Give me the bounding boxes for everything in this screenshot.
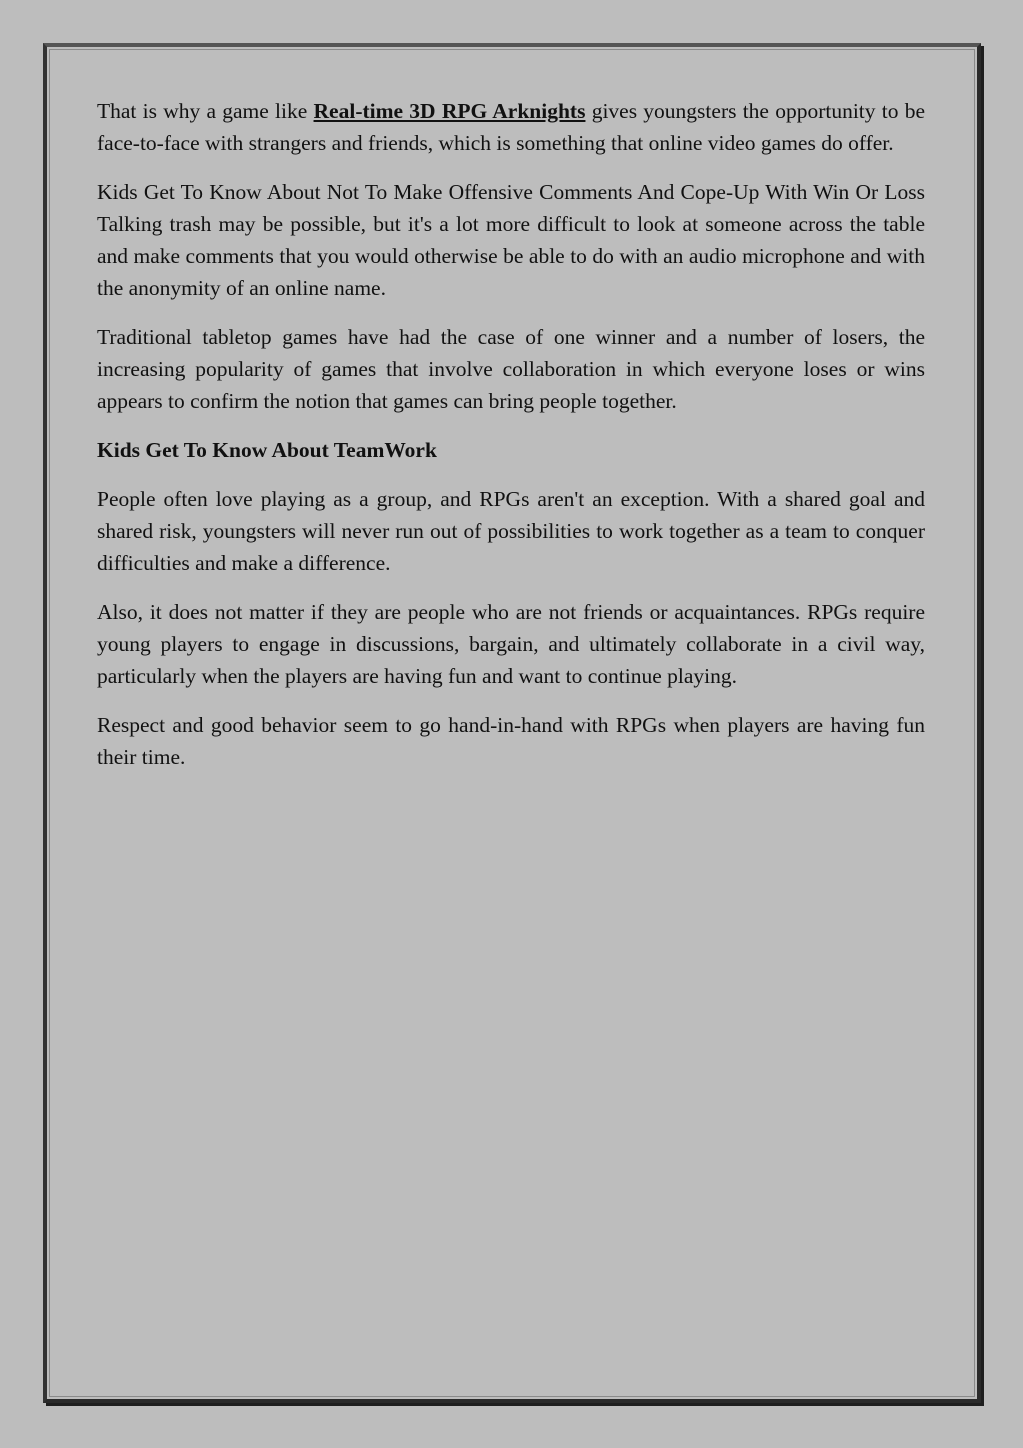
arknights-link[interactable]: Real-time 3D RPG Arknights	[313, 99, 586, 123]
paragraph-tabletop-games: Traditional tabletop games have had the case of one winner and a number of losers, the increasing popularity of games that involve collaboration in which everyone loses or wins appears to confirm the notion that games can bring people together.	[97, 325, 925, 413]
paragraph-intro-before: That is why a game like	[97, 99, 314, 123]
paragraph-group-play: People often love playing as a group, and RPGs aren't an exception. With a shared goal and shared risk, youngsters will never run out of possibilities to work together as a team to conquer difficulties and make a difference.	[97, 487, 925, 575]
heading-teamwork: Kids Get To Know About TeamWork	[97, 438, 437, 462]
document-body	[97, 95, 925, 790]
paragraph-respect: Respect and good behavior seem to go hand-in-hand with RPGs when players are having fun their time.	[97, 713, 925, 769]
paragraph-intro	[97, 95, 925, 159]
paragraph-civil-collaboration: Also, it does not matter if they are people who are not friends or acquaintances. RPGs require young players to engage in discussions, bargain, and ultimately collaborate in a civil way, particularly when the players are having fun and want to continue playing.	[97, 600, 925, 688]
paragraph-offensive-comments: Kids Get To Know About Not To Make Offensive Comments And Cope-Up With Win Or Loss Talking trash may be possible, but it's a lot more difficult to look at someone across the table and make comments that you would otherwise be able to do with an audio microphone and with the anonymity of an online name.	[97, 180, 925, 300]
paragraph-intro-after: gives youngsters the opportunity to be face-to-face with strangers and friends, which is something that online video games do offer.	[97, 99, 926, 155]
